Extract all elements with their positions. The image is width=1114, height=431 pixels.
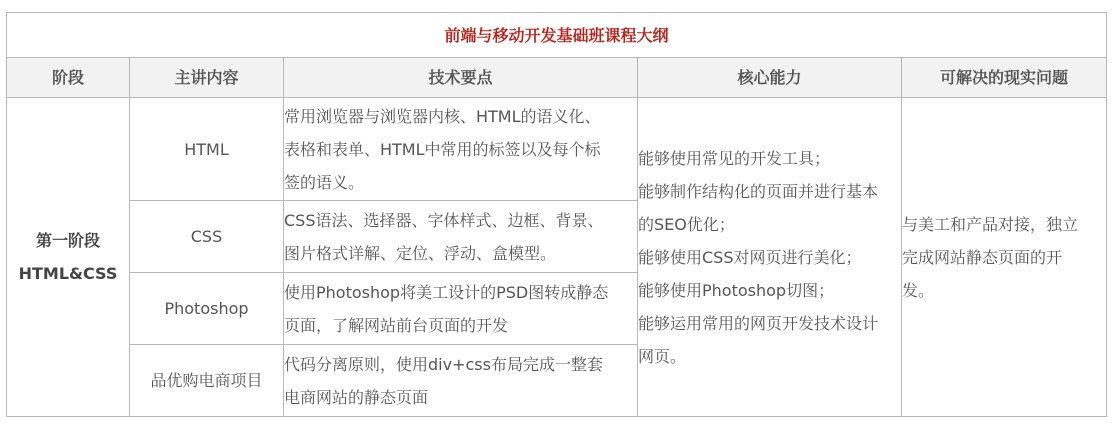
stage-subtitle: HTML&CSS [18, 264, 118, 283]
ability-line: 能够使用CSS对网页进行美化； [638, 247, 862, 267]
points-line: 签的语义。 [284, 172, 365, 192]
header-tech-points: 技术要点 [284, 58, 638, 98]
problem-line: 与美工和产品对接，独立 [902, 214, 1079, 234]
points-css [284, 201, 638, 273]
problem-line: 完成网站静态页面的开 [902, 247, 1063, 267]
points-line: 表格和表单、HTML中常用的标签以及每个标 [284, 139, 601, 159]
core-ability-cell [638, 98, 902, 417]
ability-line: 的SEO优化； [638, 214, 735, 234]
table-title: 前端与移动开发基础班课程大纲 [7, 13, 1107, 58]
points-line: CSS语法、选择器、字体样式、边框、背景、 [284, 210, 604, 230]
ability-line: 网页。 [638, 346, 687, 366]
points-line: 页面，了解网站前台页面的开发 [284, 315, 509, 335]
points-line: 代码分离原则，使用div+css布局完成一整套 [284, 354, 603, 374]
ability-line: 能够使用常见的开发工具； [638, 148, 831, 168]
topic-css: CSS [130, 201, 284, 273]
real-problems-cell [902, 98, 1107, 417]
syllabus-table [6, 12, 1107, 417]
points-pinyougou-project [284, 345, 638, 417]
topic-photoshop: Photoshop [130, 273, 284, 345]
topic-html: HTML [130, 98, 284, 201]
header-content: 主讲内容 [130, 58, 284, 98]
header-core-ability: 核心能力 [638, 58, 902, 98]
ability-line: 能够运用常用的网页开发技术设计 [638, 313, 879, 333]
points-line: 电商网站的静态页面 [284, 387, 429, 407]
points-line: 图片格式详解、定位、浮动、盒模型。 [284, 243, 557, 263]
ability-line: 能够使用Photoshop切图； [638, 280, 835, 300]
points-line: 使用Photoshop将美工设计的PSD图转成静态 [284, 282, 609, 302]
topic-pinyougou-project: 品优购电商项目 [130, 345, 284, 417]
problem-line: 发。 [902, 280, 935, 300]
header-real-problems: 可解决的现实问题 [902, 58, 1107, 98]
stage-name: 第一阶段 [35, 231, 100, 250]
stage-cell [7, 98, 130, 417]
ability-line: 能够制作结构化的页面并进行基本 [638, 181, 879, 201]
points-html [284, 98, 638, 201]
points-line: 常用浏览器与浏览器内核、HTML的语义化、 [284, 106, 601, 126]
points-photoshop [284, 273, 638, 345]
header-stage: 阶段 [7, 58, 130, 98]
